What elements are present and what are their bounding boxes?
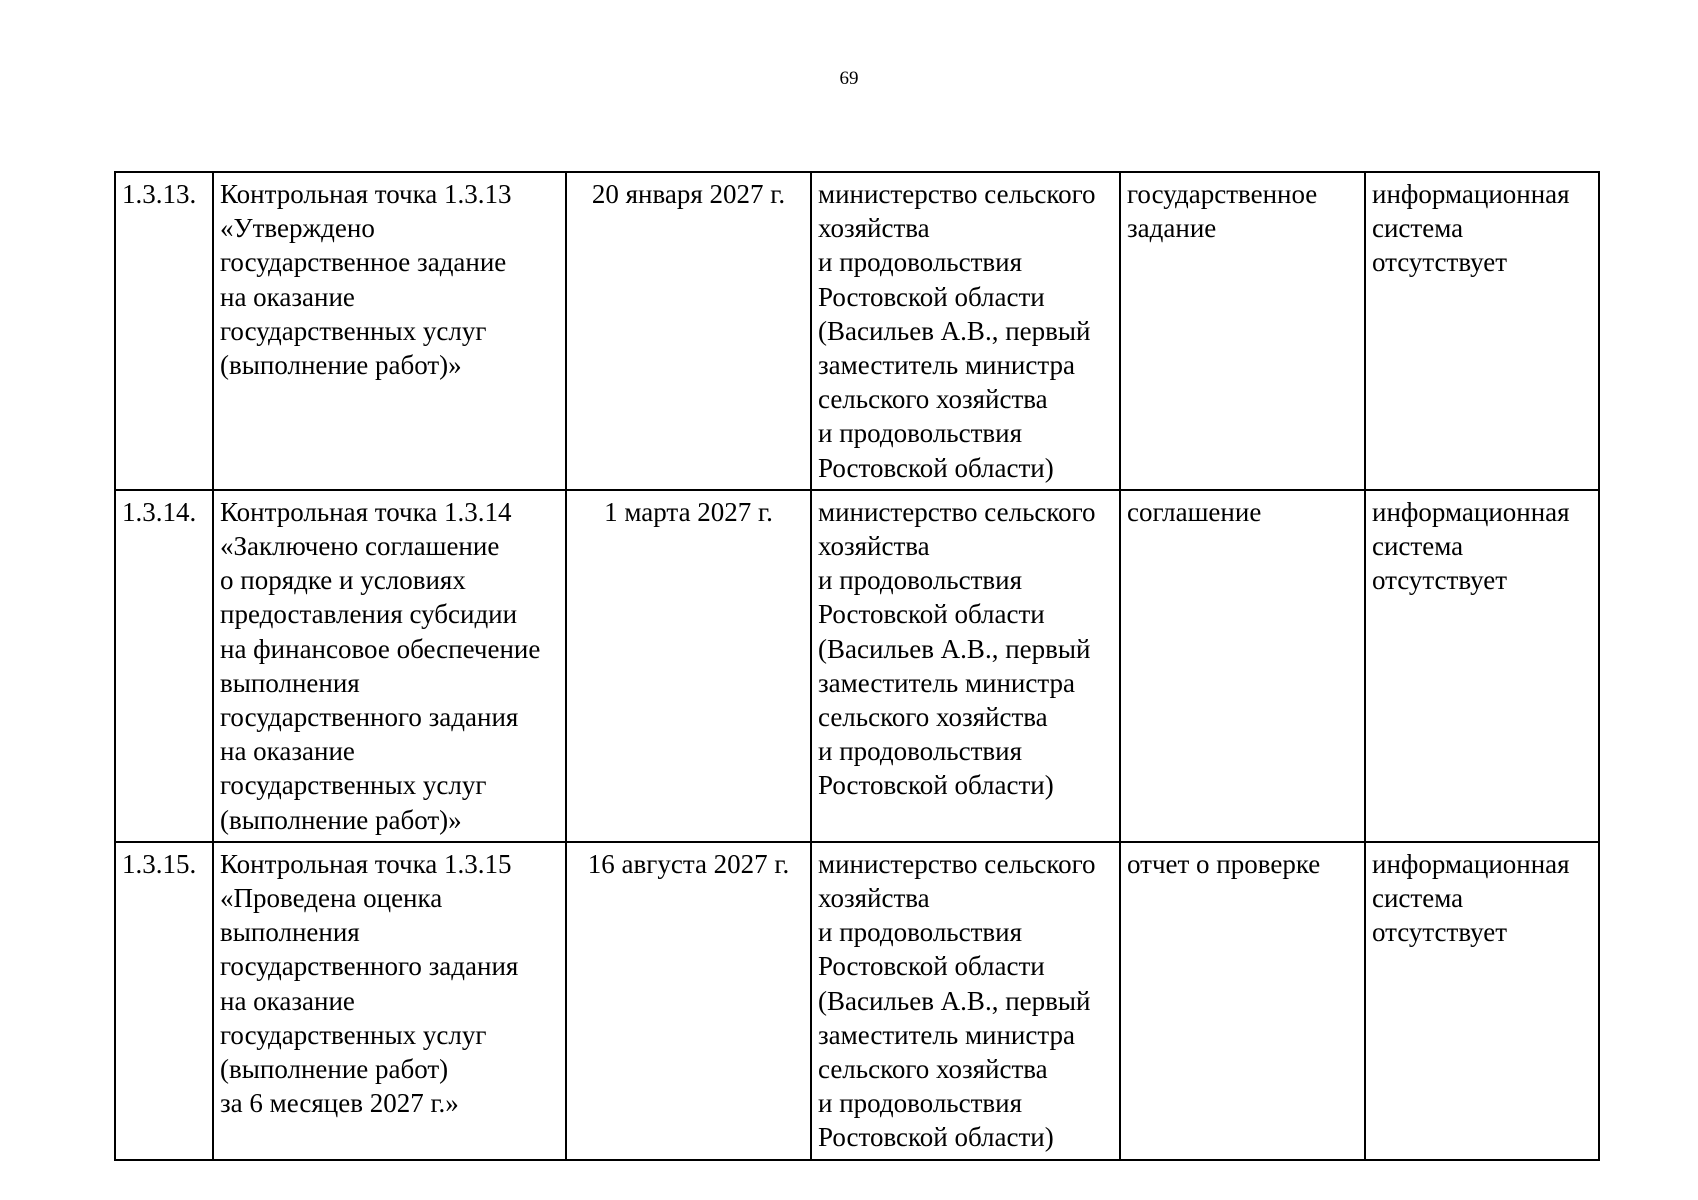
text-line: Ростовской области bbox=[818, 951, 1045, 982]
text-line: сельского хозяйства bbox=[818, 1054, 1048, 1085]
text-line: государственное bbox=[1127, 179, 1318, 209]
control-point-name-cell bbox=[213, 172, 566, 490]
text-line: и продовольствия bbox=[818, 565, 1023, 596]
text-line: система bbox=[1372, 883, 1464, 914]
text-line: государственных услуг bbox=[220, 1019, 487, 1050]
text-line: и продовольствия bbox=[818, 247, 1023, 278]
text-line: Контрольная точка 1.3.13 bbox=[220, 179, 512, 209]
text-line: министерство сельского bbox=[818, 848, 1096, 879]
text-line: сельского хозяйства bbox=[818, 384, 1048, 415]
text-line: на оказание bbox=[220, 281, 355, 312]
control-points-table bbox=[114, 171, 1600, 1161]
text-line: на оказание bbox=[220, 736, 355, 767]
text-line: хозяйства bbox=[818, 531, 930, 562]
text-line: отсутствует bbox=[1372, 565, 1508, 596]
responsible-cell bbox=[811, 172, 1120, 490]
text-line: на оказание bbox=[220, 985, 355, 1016]
text-line: «Заключено соглашение bbox=[220, 531, 500, 562]
text-line: система bbox=[1372, 531, 1464, 562]
text-line: отчет о проверке bbox=[1127, 848, 1321, 879]
table-row bbox=[115, 842, 1599, 1160]
text-line: (Васильев А.В., первый bbox=[818, 633, 1091, 664]
row-number-cell: 1.3.15. bbox=[115, 842, 213, 1160]
text-line: информационная bbox=[1372, 848, 1570, 879]
row-number-cell: 1.3.14. bbox=[115, 490, 213, 842]
text-line: (Васильев А.В., первый bbox=[818, 985, 1091, 1016]
text-line: Ростовской области) bbox=[818, 1122, 1054, 1153]
text-line: государственного задания bbox=[220, 951, 519, 982]
deadline-cell: 16 августа 2027 г. bbox=[566, 842, 811, 1160]
page-number: 69 bbox=[839, 68, 859, 89]
text-line: министерство сельского bbox=[818, 496, 1096, 527]
text-line: сельского хозяйства bbox=[818, 702, 1048, 733]
text-line: государственных услуг bbox=[220, 315, 487, 346]
text-line: отсутствует bbox=[1372, 917, 1508, 948]
text-line: хозяйства bbox=[818, 883, 930, 914]
information-system-cell bbox=[1365, 842, 1599, 1160]
document-type-cell bbox=[1120, 490, 1365, 842]
text-line: государственное задание bbox=[220, 247, 507, 278]
text-line: Ростовской области bbox=[818, 281, 1045, 312]
document-type-cell bbox=[1120, 842, 1365, 1160]
text-line: государственного задания bbox=[220, 702, 519, 733]
text-line: Ростовской области) bbox=[818, 770, 1054, 801]
control-point-name-cell bbox=[213, 842, 566, 1160]
text-line: заместитель министра bbox=[818, 1019, 1075, 1050]
row-number-cell: 1.3.13. bbox=[115, 172, 213, 490]
information-system-cell bbox=[1365, 490, 1599, 842]
text-line: заместитель министра bbox=[818, 667, 1075, 698]
text-line: о порядке и условиях bbox=[220, 565, 466, 596]
text-line: «Проведена оценка bbox=[220, 883, 443, 914]
text-line: Ростовской области bbox=[818, 599, 1045, 630]
text-line: и продовольствия bbox=[818, 418, 1023, 449]
document-type-cell bbox=[1120, 172, 1365, 490]
deadline-cell: 20 января 2027 г. bbox=[566, 172, 811, 490]
text-line: и продовольствия bbox=[818, 736, 1023, 767]
text-line: за 6 месяцев 2027 г.» bbox=[220, 1088, 459, 1119]
text-line: на финансовое обеспечение bbox=[220, 633, 541, 664]
text-line: и продовольствия bbox=[818, 917, 1023, 948]
text-line: министерство сельского bbox=[818, 179, 1096, 209]
text-line: (выполнение работ) bbox=[220, 1054, 449, 1085]
text-line: соглашение bbox=[1127, 496, 1262, 527]
control-point-name-cell bbox=[213, 490, 566, 842]
text-line: и продовольствия bbox=[818, 1088, 1023, 1119]
text-line: информационная bbox=[1372, 496, 1570, 527]
table-row bbox=[115, 490, 1599, 842]
text-line: предоставления субсидии bbox=[220, 599, 518, 630]
deadline-cell: 1 марта 2027 г. bbox=[566, 490, 811, 842]
responsible-cell bbox=[811, 842, 1120, 1160]
text-line: информационная bbox=[1372, 179, 1570, 209]
text-line: Контрольная точка 1.3.15 bbox=[220, 848, 512, 879]
text-line: государственных услуг bbox=[220, 770, 487, 801]
text-line: хозяйства bbox=[818, 213, 930, 244]
text-line: Контрольная точка 1.3.14 bbox=[220, 496, 512, 527]
text-line: «Утверждено bbox=[220, 213, 375, 244]
text-line: задание bbox=[1127, 213, 1217, 244]
table-row bbox=[115, 172, 1599, 490]
text-line: выполнения bbox=[220, 917, 360, 948]
text-line: система bbox=[1372, 213, 1464, 244]
text-line: (Васильев А.В., первый bbox=[818, 315, 1091, 346]
text-line: Ростовской области) bbox=[818, 452, 1054, 483]
information-system-cell bbox=[1365, 172, 1599, 490]
responsible-cell bbox=[811, 490, 1120, 842]
text-line: заместитель министра bbox=[818, 350, 1075, 381]
text-line: отсутствует bbox=[1372, 247, 1508, 278]
text-line: (выполнение работ)» bbox=[220, 350, 462, 381]
text-line: выполнения bbox=[220, 667, 360, 698]
text-line: (выполнение работ)» bbox=[220, 804, 462, 835]
